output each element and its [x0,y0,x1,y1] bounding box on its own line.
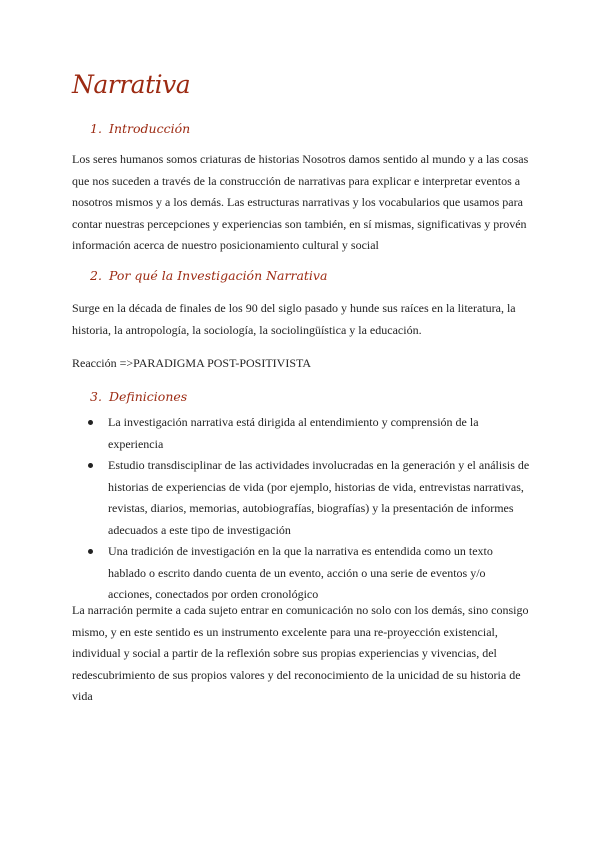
section-number: 2. [90,268,102,283]
list-item-text: La investigación narrativa está dirigida al entendimiento y comprensión de la experiencia [108,415,479,451]
bullet-icon [88,463,93,468]
section-number: 1. [90,121,102,136]
origin-paragraph: Surge en la década de finales de los 90 del siglo pasado y hunde sus raíces en la literatura, la historia, la antropología, la sociología, la sociolingüística y la educación. [72,301,516,337]
section-title: Introducción [109,121,191,136]
list-item [72,541,530,606]
intro-paragraph: Los seres humanos somos criaturas de historias Nosotros damos sentido al mundo y a las cosas que nos suceden a través de la construcción de narrativas para explicar e interpretar eventos a nosotros mismos y a los demás. Las estructuras narrativas y los vocabularios que usamos para contar nuestras percepciones y experiencias son también, en sí mismas, significativas y provén información acerca de nuestro posicionamiento cultural y social [72,152,529,252]
list-item [72,455,530,541]
definitions-list [72,412,530,606]
section-title: Definiciones [109,389,188,404]
section-number: 3. [90,389,102,404]
reaction-note: Reacción =>PARADIGMA POST-POSITIVISTA [72,356,312,370]
bullet-icon [88,549,93,554]
list-item-text: Una tradición de investigación en la que la narrativa es entendida como un texto hablado o escrito dando cuenta de un evento, acción o una serie de eventos y/o acciones, conectados por orden cronológico [108,544,493,601]
page-title: Narrativa [72,70,191,99]
bullet-icon [88,420,93,425]
section-heading-introduccion [90,121,190,136]
section-heading-definiciones [90,389,187,404]
section-title: Por qué la Investigación Narrativa [109,268,328,283]
list-item-text: Estudio transdisciplinar de las actividades involucradas en la generación y el análisis de historias de experiencias de vida (por ejemplo, historias de vida, entrevistas narrativas, revistas, diarios, memorias, autobiografías, biografías) y la presentación de informes adecuados a este tipo de investigación [108,458,530,537]
closing-paragraph: La narración permite a cada sujeto entrar en comunicación no solo con los demás, sino consigo mismo, y en este sentido es un instrumento excelente para una re-proyección existencial, individual y social a partir de la reflexión sobre sus propias experiencias y vivencias, del redescubrimiento de sus propios valores y del reconocimiento de la unicidad de su historia de vida [72,603,529,703]
section-heading-por-que [90,268,327,283]
list-item [72,412,530,455]
